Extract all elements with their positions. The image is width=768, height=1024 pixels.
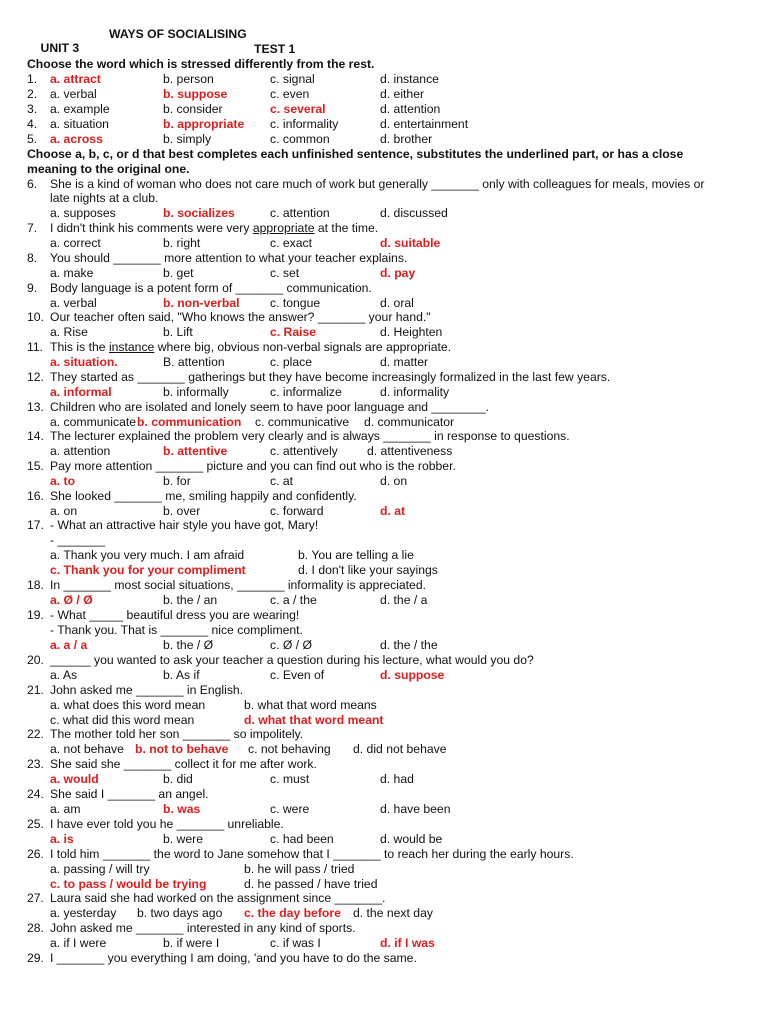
option-a: a. not behave (50, 742, 124, 756)
option-b: b. for (163, 474, 191, 488)
question-number: 8. (27, 251, 38, 265)
option-a: a. make (50, 266, 94, 280)
option-d: d. what that word meant (244, 713, 384, 727)
option-b: b. get (163, 266, 194, 280)
option-b: b. socializes (163, 206, 235, 220)
option-a: a. As (50, 668, 78, 682)
option-b: b. consider (163, 102, 223, 116)
option-b: b. non-verbal (163, 296, 240, 310)
option-b: b. was (163, 802, 201, 816)
option-b: b. As if (163, 668, 200, 682)
option-a: a. across (50, 132, 103, 146)
option-b: b. if were I (163, 936, 220, 950)
option-a: a. would (50, 772, 99, 786)
question-text: John asked me _______ interested in any kind of sports. (50, 921, 356, 935)
option-d: d. he passed / have tried (244, 877, 378, 891)
question-text: She looked _______ me, smiling happily and confidently. (50, 489, 357, 503)
option-c: c. tongue (270, 296, 321, 310)
option-b: B. attention (163, 355, 225, 369)
question-number: 13. (27, 400, 44, 414)
option-d: d. entertainment (380, 117, 469, 131)
option-c: c. Raise (270, 325, 317, 339)
option-c: c. signal (270, 72, 315, 86)
option-d: d. Heighten (380, 325, 443, 339)
option-b: b. he will pass / tried (244, 862, 355, 876)
option-b: b. did (163, 772, 193, 786)
option-b: b. simply (163, 132, 212, 146)
question-number: 3. (27, 102, 38, 116)
option-c: c. attentively (270, 444, 338, 458)
instruction-complete (27, 147, 747, 177)
question-number: 23. (27, 757, 44, 771)
question-text: In _______ most social situations, _______ informality is appreciated. (50, 578, 427, 592)
option-d: d. I don't like your sayings (298, 563, 438, 577)
option-c: c. set (270, 266, 300, 280)
option-d: d. the / a (380, 593, 428, 607)
option-d: d. either (380, 87, 425, 101)
option-c: c. were (270, 802, 310, 816)
question-text: She said she _______ collect it for me after work. (50, 757, 317, 771)
question-number: 7. (27, 221, 38, 235)
question-number: 2. (27, 87, 38, 101)
option-c: c. at (270, 474, 294, 488)
option-b: b. appropriate (163, 117, 245, 131)
question-text: - What an attractive hair style you have got, Mary! (50, 518, 319, 532)
unit-label: UNIT 3 (40, 41, 80, 55)
option-d: d. have been (380, 802, 451, 816)
option-d: d. would be (380, 832, 443, 846)
question-number: 10. (27, 310, 44, 324)
question-number: 24. (27, 787, 44, 801)
question-text: You should _______ more attention to what your teacher explains. (50, 251, 408, 265)
question-text: John asked me _______ in English. (50, 683, 244, 697)
question-text: ______ you wanted to ask your teacher a question during his lecture, what would you do? (50, 653, 534, 667)
option-a: a. situation (50, 117, 109, 131)
option-a: a. correct (50, 236, 101, 250)
option-c: c. informalize (270, 385, 342, 399)
question-text: Body language is a potent form of _______ communication. (50, 281, 372, 295)
option-a: a. am (50, 802, 81, 816)
option-a: a. verbal (50, 87, 97, 101)
option-c: c. the day before (244, 906, 341, 920)
question-number: 18. (27, 578, 44, 592)
option-a: a. to (50, 474, 76, 488)
option-a: a. yesterday (50, 906, 117, 920)
option-a: a. on (50, 504, 78, 518)
option-b: b. person (163, 72, 214, 86)
option-d: d. informality (380, 385, 450, 399)
question-number: 17. (27, 518, 44, 532)
option-b: b. suppose (163, 87, 228, 101)
option-b: b. the / an (163, 593, 218, 607)
option-c: c. to pass / would be trying (50, 877, 207, 891)
question-number: 14. (27, 429, 44, 443)
option-b: b. what that word means (244, 698, 377, 712)
question-number: 22. (27, 727, 44, 741)
question-number: 6. (27, 177, 38, 191)
question-number: 27. (27, 891, 44, 905)
question-number: 5. (27, 132, 38, 146)
option-c: c. several (270, 102, 326, 116)
option-d: d. had (380, 772, 414, 786)
question-text (50, 221, 378, 236)
question-text: - What _____ beautiful dress you are wearing! (50, 608, 300, 622)
option-d: d. on (380, 474, 408, 488)
option-c: c. communicative (255, 415, 350, 429)
option-c: c. even (270, 87, 310, 101)
question-text: I have ever told you he _______ unreliable. (50, 817, 284, 831)
option-a: a. situation. (50, 355, 118, 369)
question-number: 11. (27, 340, 44, 354)
option-d: d. the / the (380, 638, 438, 652)
option-b: b. informally (163, 385, 229, 399)
option-b: b. communication (137, 415, 242, 429)
question-text: They started as _______ gatherings but they have become increasingly formalized in the last few years. (50, 370, 611, 384)
option-d: d. suitable (380, 236, 441, 250)
option-c: c. exact (270, 236, 312, 250)
option-c: c. forward (270, 504, 324, 518)
option-a: a. is (50, 832, 74, 846)
option-c: c. Thank you for your compliment (50, 563, 246, 577)
option-a: a. attention (50, 444, 111, 458)
question-number: 12. (27, 370, 44, 384)
underlined-word: instance (108, 340, 155, 354)
option-a: a. if I were (50, 936, 107, 950)
question-text: I _______ you everything I am doing, 'and you have to do the same. (50, 951, 417, 965)
question-text: Laura said she had worked on the assignment since _______. (50, 891, 386, 905)
option-d: d. brother (380, 132, 433, 146)
question-text-cont: - Thank you. That is _______ nice compliment. (50, 623, 303, 637)
option-d: d. attentiveness (367, 444, 453, 458)
underlined-word: appropriate (252, 221, 315, 235)
option-b: b. over (163, 504, 201, 518)
option-d: d. suppose (380, 668, 445, 682)
option-b: b. You are telling a lie (298, 548, 414, 562)
option-c: c. Even of (270, 668, 325, 682)
option-c: c. had been (270, 832, 334, 846)
option-d: d. instance (380, 72, 439, 86)
question-text: Pay more attention _______ picture and you can find out who is the robber. (50, 459, 456, 473)
question-number: 20. (27, 653, 44, 667)
option-b: b. right (163, 236, 201, 250)
question-number: 4. (27, 117, 38, 131)
question-text: She is a kind of woman who does not care much of work but generally _______ only with colleagues for meals, movies or (50, 177, 705, 191)
option-d: d. the next day (353, 906, 433, 920)
option-a: a. informal (50, 385, 112, 399)
question-text-cont: late nights at a club. (50, 191, 159, 205)
question-number: 26. (27, 847, 44, 861)
question-number: 25. (27, 817, 44, 831)
question-number: 29. (27, 951, 44, 965)
option-a: a. passing / will try (50, 862, 150, 876)
option-d: d. at (380, 504, 406, 518)
option-c: c. what did this word mean (50, 713, 195, 727)
option-d: d. attention (380, 102, 441, 116)
question-number: 21. (27, 683, 44, 697)
option-b: b. Lift (163, 325, 193, 339)
question-text: Children who are isolated and lonely seem to have poor language and ________. (50, 400, 490, 414)
option-a: a. attract (50, 72, 101, 86)
question-number: 1. (27, 72, 38, 86)
option-c: c. attention (270, 206, 330, 220)
question-text-part: Choose a, b, c, or d that best completes each unfinished sentence, substitutes the underlined part, or has a close (27, 147, 684, 161)
option-a: a. Ø / Ø (50, 593, 93, 607)
option-c: c. not behaving (248, 742, 331, 756)
question-number: 15. (27, 459, 44, 473)
option-c: c. a / the (270, 593, 317, 607)
option-b: b. were (163, 832, 203, 846)
option-c: c. place (270, 355, 313, 369)
question-number: 19. (27, 608, 44, 622)
test-title: TEST 1 (254, 42, 296, 56)
option-d: d. communicator (364, 415, 455, 429)
question-text: Our teacher often said, "Who knows the answer? _______ your hand." (50, 310, 431, 324)
question-text-part: This is the (50, 340, 109, 354)
option-c: c. if was I (270, 936, 321, 950)
option-c: c. Ø / Ø (270, 638, 312, 652)
question-text (50, 340, 451, 355)
option-b: b. not to behave (135, 742, 229, 756)
question-text-part: meaning to the original one. (27, 162, 190, 176)
question-text: The mother told her son _______ so impolitely. (50, 727, 304, 741)
option-b: b. the / Ø (163, 638, 214, 652)
option-c: c. informality (270, 117, 339, 131)
question-number: 9. (27, 281, 38, 295)
option-c: c. common (270, 132, 330, 146)
option-c: c. must (270, 772, 310, 786)
option-d: d. matter (380, 355, 429, 369)
instruction-stress: Choose the word which is stressed differently from the rest. (27, 57, 375, 71)
option-a: a. Thank you very much. I am afraid (50, 548, 245, 562)
option-d: d. did not behave (353, 742, 447, 756)
unit-title: WAYS OF SOCIALISING (109, 27, 247, 41)
option-d: d. if I was (380, 936, 435, 950)
question-text-cont: - _______ (50, 533, 105, 547)
question-text: The lecturer explained the problem very clearly and is always _______ in response to questions. (50, 429, 570, 443)
option-d: d. oral (380, 296, 414, 310)
question-number: 16. (27, 489, 44, 503)
option-d: d. discussed (380, 206, 448, 220)
question-number: 28. (27, 921, 44, 935)
option-a: a. example (50, 102, 110, 116)
option-a: a. communicate (50, 415, 137, 429)
question-text-part: I didn't think his comments were very (50, 221, 253, 235)
question-text-part: at the time. (314, 221, 379, 235)
option-b: b. two days ago (137, 906, 223, 920)
option-d: d. pay (380, 266, 416, 280)
option-a: a. supposes (50, 206, 116, 220)
question-text: She said I _______ an angel. (50, 787, 209, 801)
question-text-part: where big, obvious non-verbal signals are appropriate. (154, 340, 452, 354)
question-text: I told him _______ the word to Jane somehow that I _______ to reach her during the early hours. (50, 847, 574, 861)
option-a: a. what does this word mean (50, 698, 206, 712)
option-a: a. a / a (50, 638, 88, 652)
option-a: a. verbal (50, 296, 97, 310)
option-b: b. attentive (163, 444, 228, 458)
option-a: a. Rise (50, 325, 88, 339)
